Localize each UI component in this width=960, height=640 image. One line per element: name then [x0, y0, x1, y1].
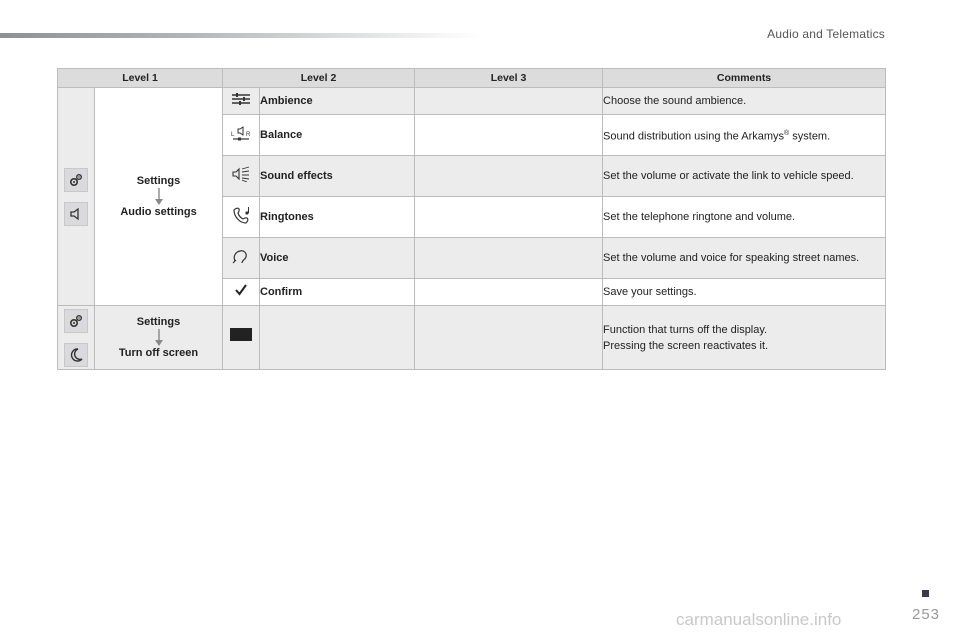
svg-text:L: L	[231, 131, 235, 138]
path-settings-label: Settings	[136, 316, 181, 328]
level3-cell	[415, 156, 603, 197]
comment-cell: Set the telephone ringtone and volume.	[603, 197, 886, 238]
settings-table	[57, 68, 886, 370]
section-title: Audio and Telematics	[767, 27, 885, 41]
level3-cell	[415, 306, 603, 370]
table-header-row	[58, 69, 886, 88]
level3-cell	[415, 197, 603, 238]
watermark: carmanualsonline.info	[676, 610, 842, 629]
level1-icons-audio	[58, 88, 95, 306]
column-header-comments: Comments	[603, 69, 886, 88]
svg-text:R: R	[246, 131, 251, 138]
column-header-level-3: Level 3	[415, 69, 603, 88]
level2-empty-cell	[260, 306, 415, 370]
table-row	[58, 306, 886, 370]
comment-cell	[603, 115, 886, 156]
level3-cell	[415, 88, 603, 115]
level2-label: Ambience	[260, 88, 415, 115]
comment-text-tail: system.	[789, 130, 831, 143]
level3-cell	[415, 115, 603, 156]
sound-effects-icon	[223, 156, 260, 197]
equalizer-icon	[223, 88, 260, 115]
comment-cell: Set the volume or activate the link to vehicle speed.	[603, 156, 886, 197]
column-header-level-1: Level 1	[58, 69, 223, 88]
comment-cell: Save your settings.	[603, 279, 886, 306]
table-row	[58, 88, 886, 115]
balance-icon	[223, 115, 260, 156]
moon-icon	[64, 343, 88, 367]
level2-label: Sound effects	[260, 156, 415, 197]
page-corner-mark	[922, 590, 929, 597]
header-gradient-bar	[0, 33, 480, 38]
page-number: 253	[912, 606, 941, 623]
comment-line-1: Function that turns off the display.	[603, 323, 768, 336]
checkmark-icon	[223, 279, 260, 306]
voice-icon	[223, 238, 260, 279]
arrow-down-icon	[154, 329, 164, 347]
level3-cell	[415, 238, 603, 279]
registered-mark: ®	[784, 129, 790, 137]
ringtone-icon	[223, 197, 260, 238]
level2-label: Voice	[260, 238, 415, 279]
comment-cell: Set the volume and voice for speaking street names.	[603, 238, 886, 279]
settings-gear-icon	[64, 309, 88, 333]
comment-line-2: Pressing the screen reactivates it.	[603, 339, 769, 352]
comment-text: Sound distribution using the Arkamys	[603, 130, 785, 143]
comment-cell: Choose the sound ambience.	[603, 88, 886, 115]
arrow-down-icon	[154, 188, 164, 206]
path-settings-label: Settings	[136, 175, 181, 187]
level1-icons-screen	[58, 306, 95, 370]
path-audio-settings-label: Audio settings	[120, 206, 197, 218]
level2-label: Ringtones	[260, 197, 415, 238]
level3-cell	[415, 279, 603, 306]
column-header-level-2: Level 2	[223, 69, 415, 88]
turn-off-screen-path	[95, 306, 223, 370]
level2-label: Balance	[260, 115, 415, 156]
settings-gear-icon	[64, 168, 88, 192]
level2-label: Confirm	[260, 279, 415, 306]
audio-settings-path	[95, 88, 223, 306]
screen-off-icon	[223, 306, 260, 370]
path-turn-off-screen-label: Turn off screen	[118, 347, 199, 359]
speaker-icon	[64, 202, 88, 226]
comment-cell	[603, 306, 886, 370]
